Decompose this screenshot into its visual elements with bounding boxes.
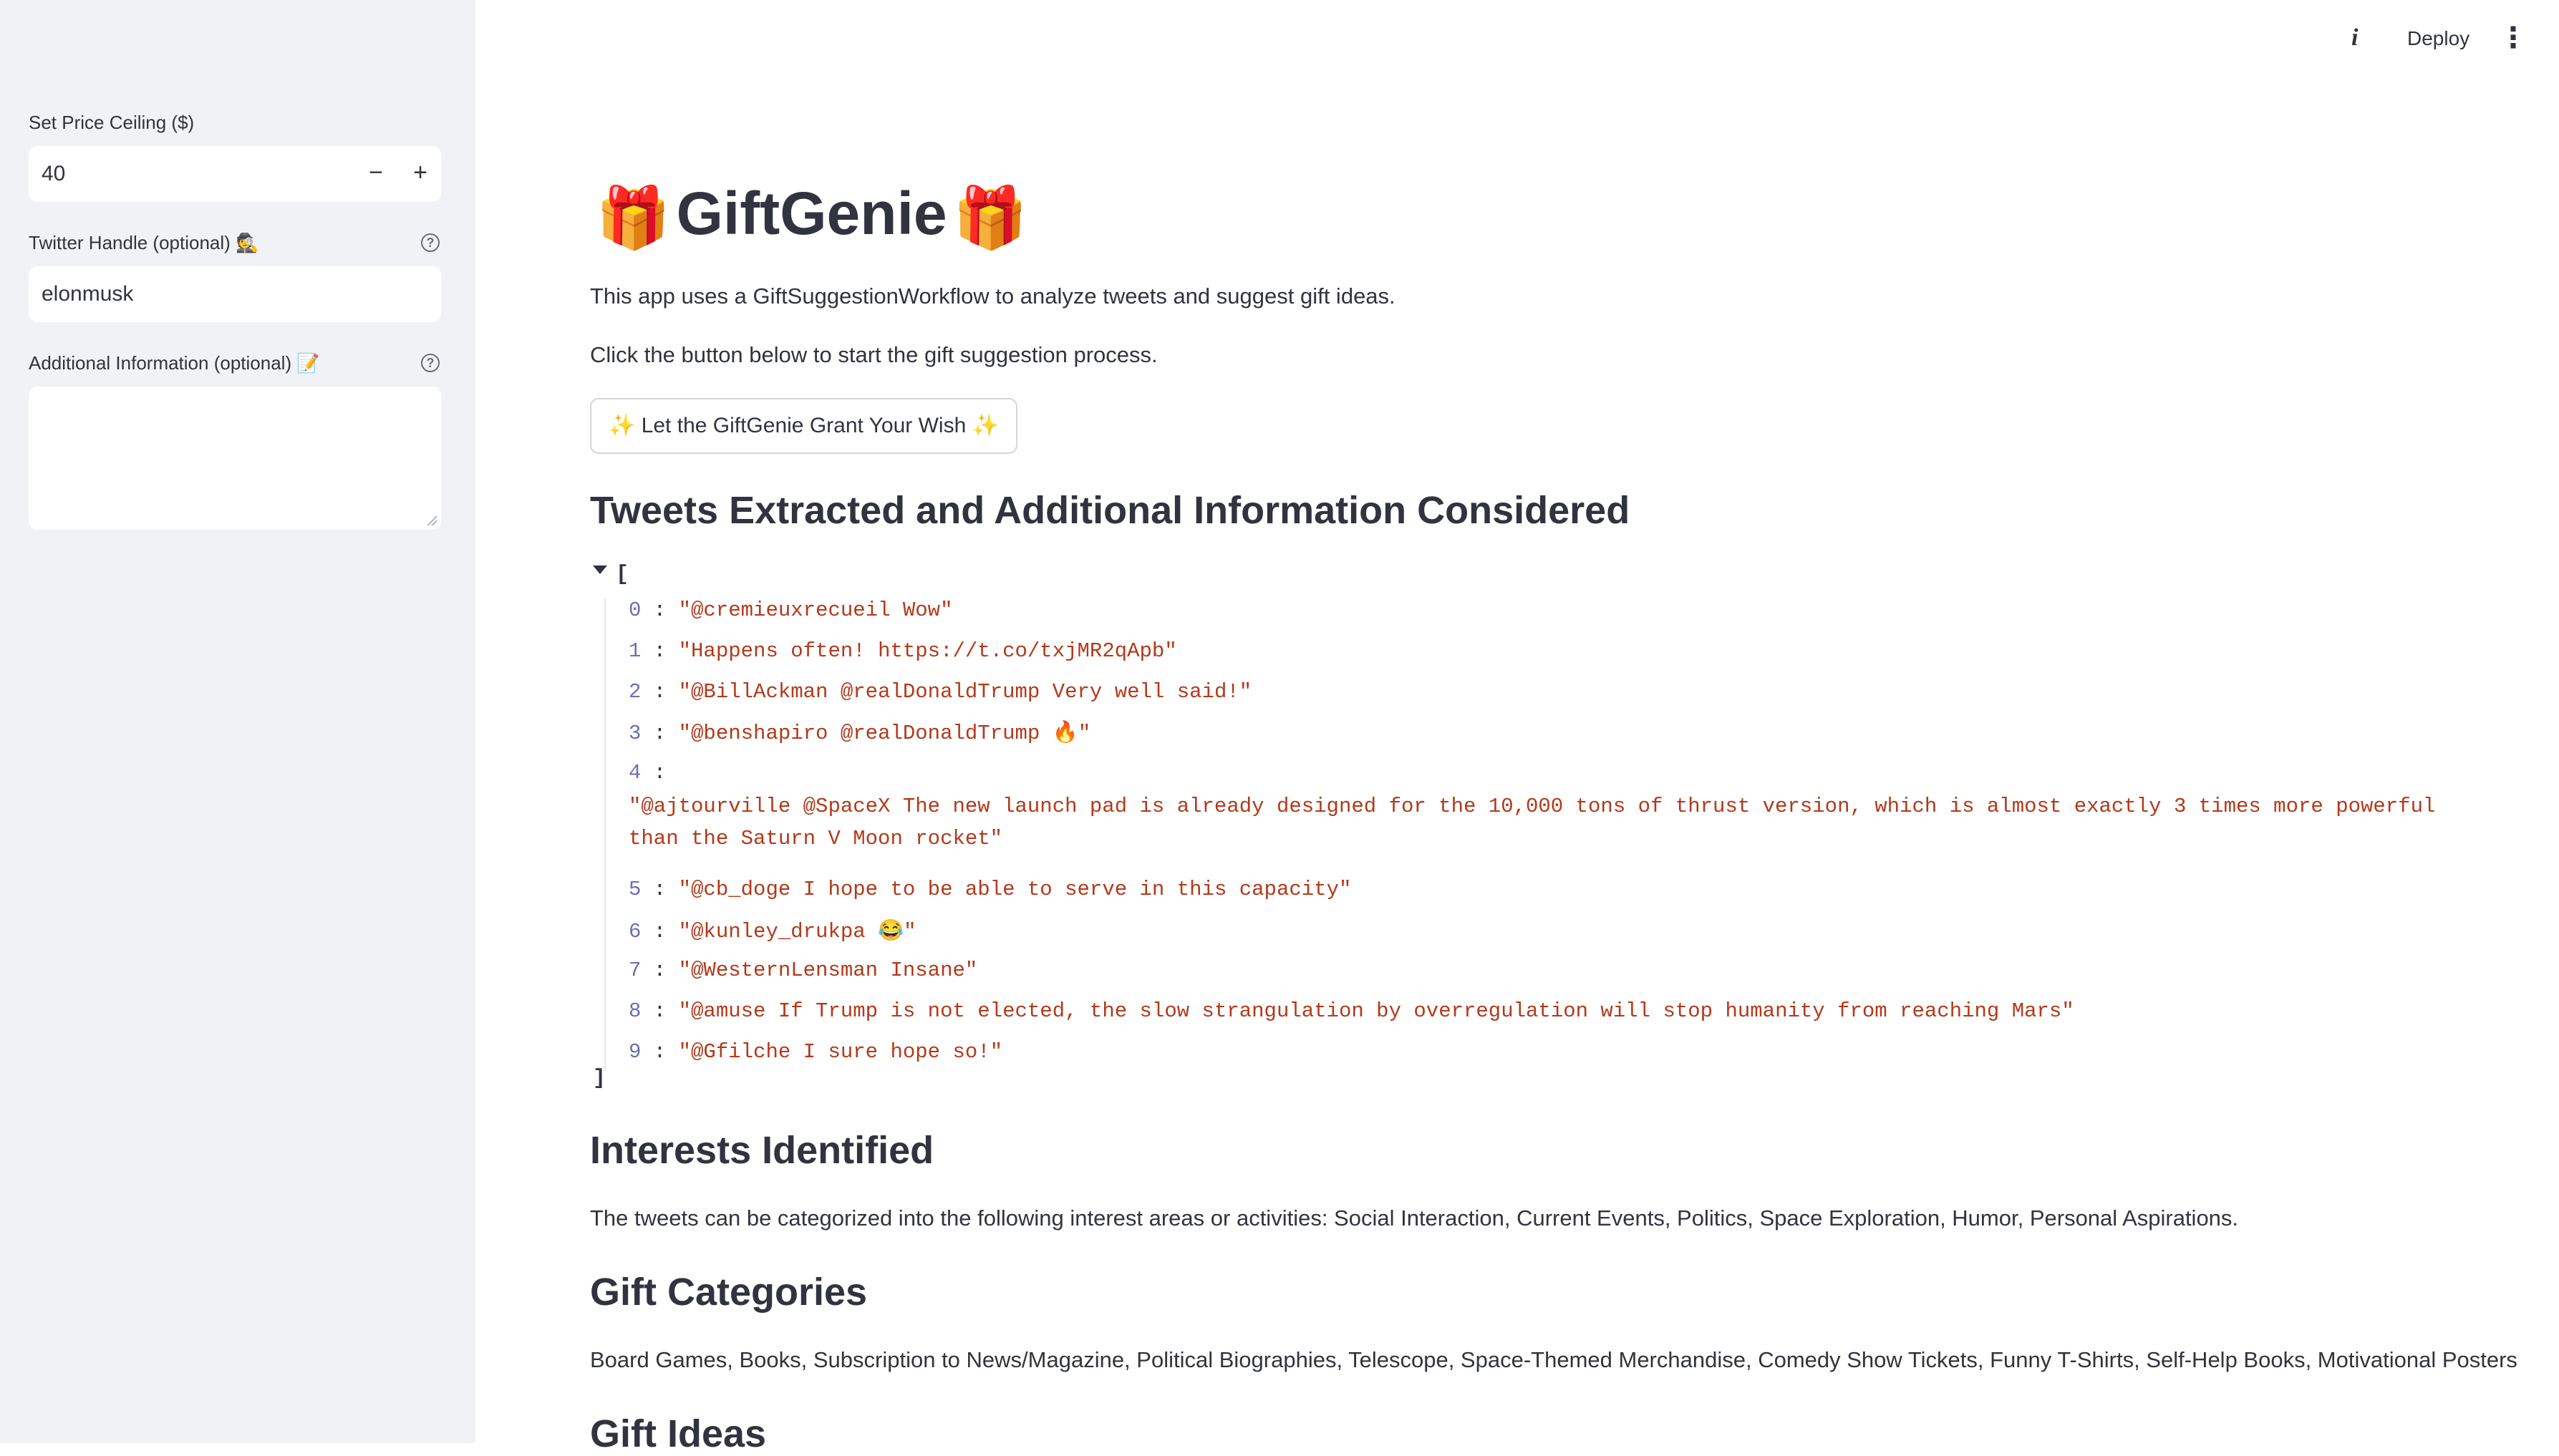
twitter-help-icon[interactable]: ? — [421, 233, 440, 252]
tweet-index: 1 — [629, 639, 642, 663]
tweet-value: "@cremieuxrecueil Wow" — [678, 598, 953, 622]
tweet-row: 8 : "@amuse If Trump is not elected, the slow strangulation by overregulation will stop humanity from reaching Mars" — [629, 999, 2074, 1023]
collapse-toggle-icon[interactable] — [593, 566, 607, 574]
gift-ideas-heading: Gift Ideas — [590, 1412, 767, 1455]
tweet-index: 9 — [629, 1040, 642, 1064]
tweet-index: 6 — [629, 920, 642, 943]
increment-button[interactable]: + — [413, 159, 427, 186]
intro-text: This app uses a GiftSuggestionWorkflow to analyze tweets and suggest gift ideas. — [590, 283, 1395, 309]
tweet-value: "@cb_doge I hope to be able to serve in this capacity" — [678, 878, 1352, 901]
additional-help-icon[interactable]: ? — [421, 354, 440, 372]
twitter-handle-field[interactable] — [29, 266, 441, 322]
twitter-handle-label: Twitter Handle (optional) 🕵️ — [29, 232, 259, 253]
json-close-bracket: ] — [593, 1067, 606, 1091]
json-indent-guide — [604, 598, 606, 1071]
tweet-value: "@amuse If Trump is not elected, the slow strangulation by overregulation will stop humanity from reaching Mars" — [678, 999, 2074, 1023]
tweet-index: 0 — [629, 598, 642, 622]
tweet-row: 3 : "@benshapiro @realDonaldTrump 🔥" — [629, 722, 1091, 745]
sidebar — [0, 0, 475, 1443]
tweet-index: 7 — [629, 958, 642, 982]
additional-info-textarea[interactable] — [42, 397, 424, 521]
tweet-row: 0 : "@cremieuxrecueil Wow" — [629, 598, 953, 622]
tweet-row: 6 : "@kunley_drukpa 😂" — [629, 920, 916, 943]
resize-handle-icon[interactable] — [427, 515, 437, 525]
additional-info-label: Additional Information (optional) 📝 — [29, 352, 320, 374]
price-ceiling-stepper[interactable] — [29, 146, 441, 202]
tweet-index: 5 — [629, 878, 642, 901]
tweet-row: 1 : "Happens often! https://t.co/txjMR2qApb" — [629, 639, 1177, 663]
page-title — [590, 179, 1033, 253]
tweet-index: 3 — [629, 722, 642, 745]
gift-icon: 🎁 — [596, 184, 671, 252]
tweet-value: "@BillAckman @realDonaldTrump Very well said!" — [678, 680, 1252, 704]
tweet-value: "@kunley_drukpa 😂" — [678, 920, 916, 943]
info-icon[interactable]: i — [2351, 24, 2359, 51]
tweet-value: "@Gfilche I sure hope so!" — [678, 1040, 1003, 1064]
grant-wish-button[interactable]: ✨ Let the GiftGenie Grant Your Wish ✨ — [590, 398, 1017, 454]
tweet-value: "@WesternLensman Insane" — [678, 958, 978, 982]
tweet-row: 7 : "@WesternLensman Insane" — [629, 958, 978, 982]
json-open-bracket: [ — [616, 563, 629, 587]
tweet-index: 8 — [629, 999, 642, 1023]
tweet-index: 4 — [629, 761, 642, 785]
decrement-button[interactable]: − — [369, 159, 383, 186]
additional-info-field[interactable] — [29, 387, 441, 530]
tweets-heading: Tweets Extracted and Additional Information Considered — [590, 489, 1630, 532]
twitter-handle-input[interactable] — [42, 266, 342, 322]
main-menu-icon[interactable]: ⋮ — [2499, 22, 2527, 54]
tweet-value: "@ajtourville @SpaceX The new launch pad is already designed for the 10,000 tons of thrust version, which is almost exactly 3 times more powerful than the Saturn V Moon rocket" — [629, 795, 2436, 850]
instruction-text: Click the button below to start the gift suggestion process. — [590, 342, 1158, 367]
tweet-row: 9 : "@Gfilche I sure hope so!" — [629, 1040, 1003, 1064]
gift-categories-heading: Gift Categories — [590, 1271, 868, 1314]
page-title-text: GiftGenie — [676, 180, 947, 247]
tweet-row: 5 : "@cb_doge I hope to be able to serve in this capacity" — [629, 878, 1352, 901]
gift-categories-text: Board Games, Books, Subscription to News/Magazine, Political Biographies, Telescope, Space-Themed Merchandise, Comedy Show Tickets, Funny T-Shirts, Self-Help Books, Motivational Posters — [590, 1347, 2517, 1372]
interests-heading: Interests Identified — [590, 1129, 934, 1172]
tweet-index: 2 — [629, 680, 642, 704]
tweet-value: "Happens often! https://t.co/txjMR2qApb" — [678, 639, 1177, 663]
interests-text: The tweets can be categorized into the following interest areas or activities: Social Interaction, Current Events, Politics, Space Exploration, Humor, Personal Aspirations. — [590, 1205, 2239, 1231]
tweet-row: 2 : "@BillAckman @realDonaldTrump Very well said!" — [629, 680, 1252, 704]
gift-icon: 🎁 — [952, 184, 1028, 252]
price-ceiling-input[interactable] — [42, 146, 342, 202]
tweet-value: "@benshapiro @realDonaldTrump 🔥" — [678, 722, 1091, 745]
price-ceiling-label: Set Price Ceiling ($) — [29, 112, 195, 133]
tweet-row: 4 : — [629, 761, 667, 785]
deploy-button[interactable]: Deploy — [2407, 27, 2470, 49]
